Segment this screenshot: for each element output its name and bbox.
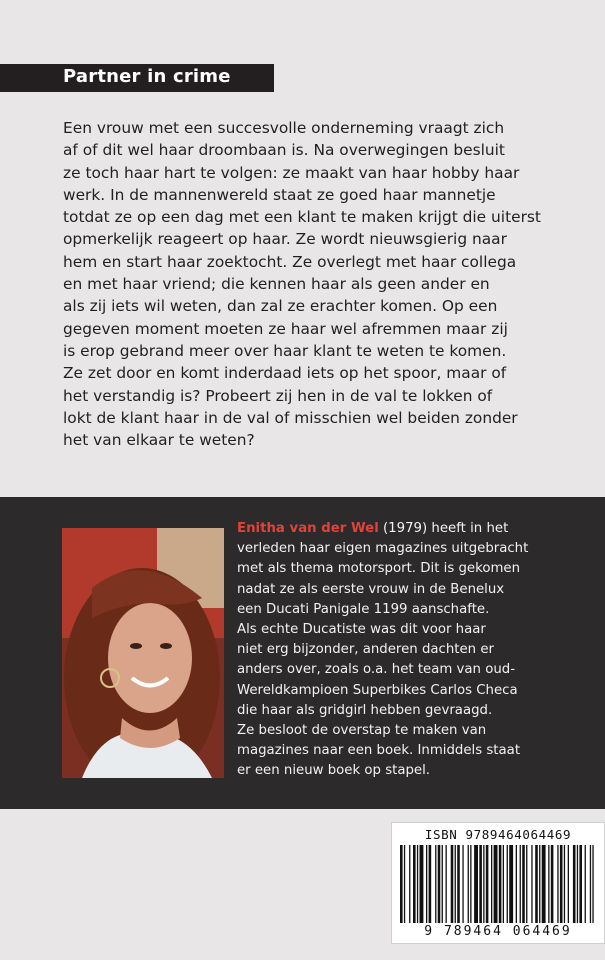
blurb-line: totdat ze op een dag met een klant te maken krijgt die uiterst: [63, 208, 541, 227]
bio-line: er een nieuw boek op stapel.: [237, 763, 431, 779]
bio-line: niet erg bijzonder, anderen dachten er: [237, 642, 494, 658]
blurb-line: is erop gebrand meer over haar klant te weten te komen.: [63, 341, 507, 360]
title-bar: [0, 64, 274, 92]
blurb: [63, 117, 545, 451]
bio-line: anders over, zoals o.a. het team van oud-: [237, 662, 516, 678]
bio-line: Ze besloot de overstap te maken van: [237, 722, 487, 738]
blurb-line: ze toch haar hart te volgen: ze maakt van haar hobby haar: [63, 163, 520, 182]
blurb-line: het verstandig is? Probeert zij hen in de val te lokken of: [63, 386, 493, 405]
bio-first-line: [237, 519, 577, 539]
blurb-line: gegeven moment moeten ze haar wel afremmen maar zij: [63, 319, 508, 338]
blurb-line: Ze zet door en komt inderdaad iets op het spoor, maar of: [63, 364, 507, 383]
author-photo: [62, 528, 224, 778]
blurb-line: hem en start haar zoektocht. Ze overlegt met haar collega: [63, 252, 517, 271]
author-bio: [237, 519, 577, 781]
bio-line: Als echte Ducatiste was dit voor haar: [237, 621, 486, 637]
bio-first-line-rest: (1979) heeft in het: [378, 521, 509, 536]
blurb-line: opmerkelijk reageert op haar. Ze wordt nieuwsgierig naar: [63, 230, 507, 249]
bio-line: een Ducati Panigale 1199 aanschafte.: [237, 601, 490, 617]
barcode-bars: [400, 845, 596, 925]
book-title: Partner in crime: [63, 66, 231, 87]
isbn-barcode: [391, 822, 605, 944]
bio-line: verleden haar eigen magazines uitgebracht: [237, 541, 529, 557]
bio-line: die haar als gridgirl hebben gevraagd.: [237, 702, 493, 718]
blurb-line: en met haar vriend; die kennen haar als geen ander en: [63, 275, 490, 294]
blurb-line: lokt de klant haar in de val of misschien wel beiden zonder: [63, 408, 518, 427]
bio-line: magazines naar een boek. Inmiddels staat: [237, 743, 521, 759]
blurb-line: het van elkaar te weten?: [63, 431, 255, 450]
isbn-label: ISBN 9789464064469: [424, 827, 572, 842]
blurb-line: Een vrouw met een succesvolle onderneming vraagt zich: [63, 119, 505, 137]
author-name: Enitha van der Wel: [237, 521, 379, 536]
barcode-digits: 9 789464 064469: [424, 924, 572, 939]
blurb-line: werk. In de mannenwereld staat ze goed haar mannetje: [63, 185, 496, 204]
bio-line: met als thema motorsport. Dit is gekomen: [237, 561, 521, 577]
bio-line: nadat ze als eerste vrouw in de Benelux: [237, 581, 505, 597]
author-bio-band: [0, 497, 605, 809]
blurb-line: af of dit wel haar droombaan is. Na overwegingen besluit: [63, 141, 505, 160]
blurb-line: als zij iets wil weten, dan zal ze erachter komen. Op een: [63, 297, 498, 316]
bio-line: Wereldkampioen Superbikes Carlos Checa: [237, 682, 518, 698]
